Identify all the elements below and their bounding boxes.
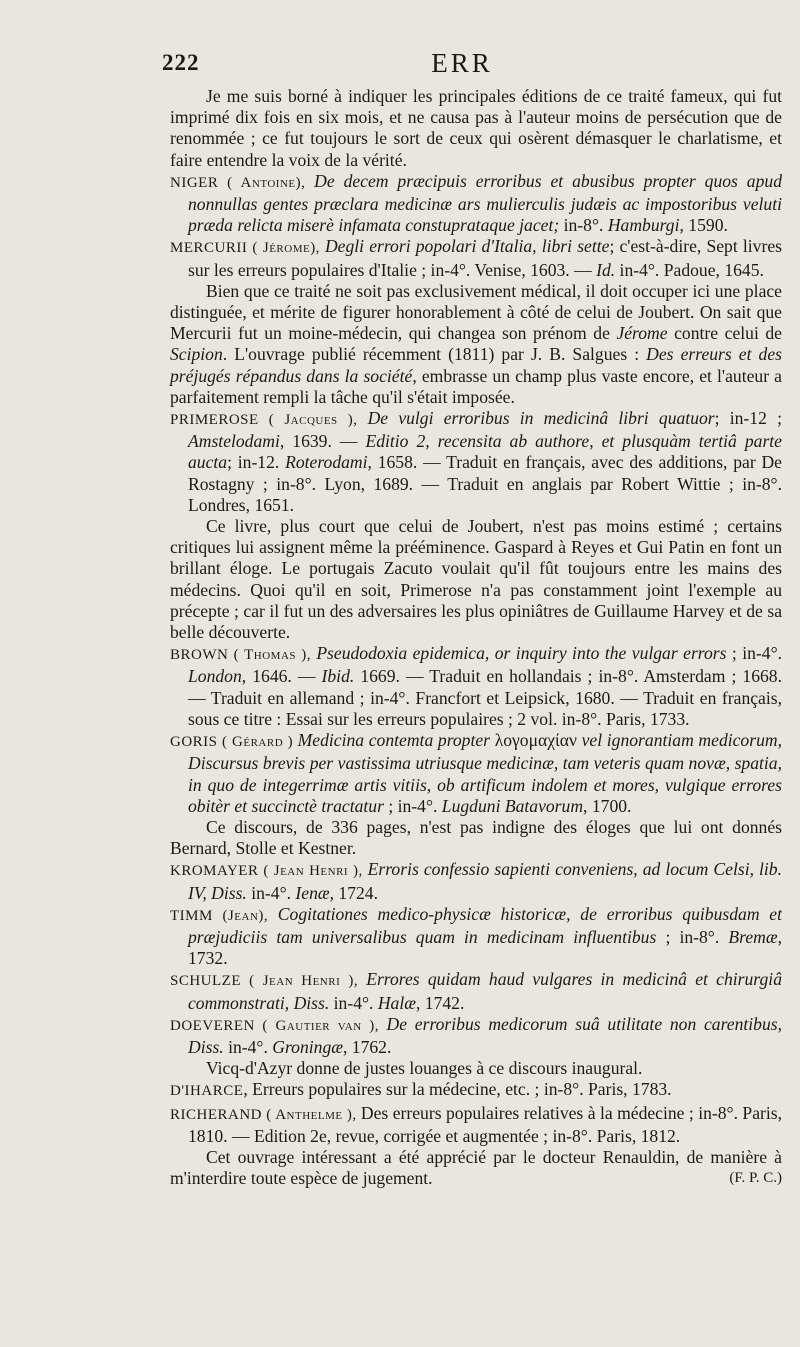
- author-name: RICHERAND ( Anthelme ),: [170, 1106, 361, 1123]
- italic-title: Groningæ: [272, 1036, 343, 1057]
- italic-title: Hamburgi: [607, 215, 680, 236]
- text-run: ; in-12 ;: [714, 408, 782, 429]
- page-header: [162, 50, 762, 84]
- text-run: , 1590.: [679, 215, 728, 236]
- text-run: in-4°.: [246, 882, 296, 903]
- text-run: in-8°.: [563, 215, 608, 236]
- italic-title: Pseudodoxia epidemica, or inquiry into the vulgar errors: [316, 643, 727, 664]
- text-run: Ce discours, de 336 pages, n'est pas indigne des éloges que lui ont donnés Bernard, Stolle et Kestner.: [170, 816, 782, 859]
- text-run: λογομαχίαν: [494, 730, 577, 751]
- italic-title: Medicina contemta propter: [297, 730, 495, 751]
- text-run: , Erreurs populaires sur la médecine, etc. ; in-8°. Paris, 1783.: [243, 1079, 672, 1100]
- text-run: Bien que ce traité ne soit pas exclusivement médical, il doit occuper ici une place distinguée, et mérite de figurer honorablement à côté de celui de Joubert. On sait que Mercurii fut un moine-médecin, qui changea son prénom de: [170, 280, 782, 344]
- text-run: , 1658. — Traduit en français, avec des additions, par De Rostagny ; in-8°. Lyon, 1689. — Traduit en anglais par Robert Wittie ; in-8°. Londres, 1651.: [188, 452, 782, 515]
- author-name: NIGER ( Antoine),: [170, 174, 315, 191]
- italic-title: Errores quidam haud vulgares in medicinâ et chirurgiâ commonstrati, Diss.: [188, 969, 782, 1013]
- text-run: , 1639. —: [279, 431, 366, 452]
- author-name: DOEVEREN ( Gautier van ),: [170, 1017, 387, 1034]
- author-name: D'IHARCE: [170, 1083, 244, 1100]
- italic-title: De erroribus medicorum suâ utilitate non carentibus, Diss.: [188, 1013, 782, 1057]
- text-run: Vicq-d'Azyr donne de justes louanges à ce discours inaugural.: [206, 1058, 643, 1079]
- text-run: contre celui de: [667, 323, 782, 344]
- bibliography-entry: [170, 236, 782, 280]
- text-run: in-4°. Padoue, 1645.: [615, 259, 764, 280]
- bibliography-entry: [170, 904, 782, 970]
- text-run: in-4°.: [223, 1036, 273, 1057]
- text-run: , 1732.: [188, 926, 782, 969]
- italic-title: Scipion: [170, 344, 223, 365]
- text-run: , 1762.: [342, 1036, 392, 1057]
- commentary-paragraph: [170, 817, 782, 859]
- italic-title: Des erreurs et des préjugés répandus dans la société: [170, 344, 782, 386]
- author-name: KROMAYER ( Jean Henri ),: [170, 863, 368, 880]
- text-run: , 1700.: [583, 795, 632, 816]
- italic-title: De decem præcipuis erroribus et abusibus propter quos apud nonnullas gentes præclara medicinæ ars mulierculis judæis ac impostoribus veluti præda relicta miserè infamata constuprataque jacet;: [188, 170, 782, 236]
- text-run: Des erreurs populaires relatives à la médecine ; in-8°. Paris, 1810. — Edition 2e, revue, corrigée et augmentée ; in-8°. Paris, 1812.: [188, 1102, 783, 1146]
- italic-title: London: [188, 666, 242, 687]
- author-name: TIMM (Jean),: [170, 907, 278, 924]
- page-body: [170, 86, 782, 1190]
- bibliography-entry: [170, 171, 782, 237]
- italic-title: vel ignorantiam medicorum, Discursus brevis per vastissima utriusque medicinæ, tam veteris quam novæ, spatia, in quo de integerrimæ artis vitiis, ob artificum indolem et mores, vulgique errores obitèr et succinctè tractatur: [188, 730, 782, 816]
- italic-title: Erroris confessio sapienti conveniens, ad locum Celsi, lib. IV, Diss.: [188, 859, 782, 903]
- commentary-paragraph: [170, 516, 782, 643]
- italic-title: Ibid.: [321, 666, 355, 687]
- text-run: ; in-4°.: [726, 643, 782, 664]
- author-name: GORIS ( Gérard ): [170, 734, 298, 751]
- italic-title: Lugduni Batavorum: [441, 795, 584, 816]
- italic-title: Ienæ: [295, 882, 330, 903]
- text-run: in-4°.: [329, 992, 378, 1013]
- bibliography-entry: [170, 643, 782, 730]
- bibliography-entry: [170, 1014, 782, 1058]
- italic-title: Halæ: [377, 992, 416, 1013]
- italic-title: Degli errori popolari d'Italia, libri sette: [324, 236, 610, 257]
- running-head: ERR: [431, 48, 493, 78]
- text-run: Je me suis borné à indiquer les principales éditions de ce traité fameux, qui fut imprimé dix fois en six mois, et ne causa pas à l'auteur moins de persécution que de renommée ; ce fut toujours le sort de ceux qui osèrent démasquer le charlatisme, et faire entendre la voix de la vérité.: [170, 86, 782, 170]
- bibliography-entry: [170, 730, 782, 817]
- bibliography-entry: [170, 859, 782, 903]
- italic-title: Jérome: [616, 323, 668, 344]
- text-run: 1669. — Traduit en hollandais ; in-8°. Amsterdam ; 1668. — Traduit en allemand ; in-4°. Francfort et Leipsick, 1680. — Traduit en français, sous ce titre : Essai sur les erreurs populaires ; 2 vol. in-8°. Paris, 1733.: [188, 666, 783, 729]
- text-run: Cet ouvrage intéressant a été apprécié par le docteur Renauldin, de manière à m'interdire toute espèce de jugement.: [170, 1146, 782, 1189]
- bibliography-entry: [170, 1079, 782, 1102]
- text-run: ; in-12.: [227, 452, 286, 473]
- commentary-paragraph: [170, 86, 782, 171]
- text-run: , 1646. —: [241, 666, 322, 687]
- text-run: , 1724.: [329, 882, 378, 903]
- text-run: , 1742.: [415, 992, 465, 1013]
- text-run: Ce livre, plus court que celui de Joubert, n'est pas moins estimé ; certains critiques lui assignent même la prééminence. Gaspard à Reyes et Gui Patin en font un brillant éloge. Le portugais Zacuto voulait qu'il fût toujours entre les mains des médecins. Quoi qu'il en soit, Primerose n'a pas constamment joint l'exemple au précepte ; car il fut un des adversaires les plus opiniâtres de Guillaume Harvey et de sa belle découverte.: [170, 516, 782, 643]
- text-run: . L'ouvrage publié récemment (1811) par J. B. Salgues :: [222, 344, 647, 365]
- author-name: MERCURII ( Jérome),: [170, 240, 325, 257]
- text-run: , embrasse un champ plus vaste encore, et l'auteur a parfaitement rempli la tâche qu'il s'était imposée.: [170, 365, 782, 407]
- bibliography-entry: [170, 408, 782, 516]
- commentary-paragraph: [170, 1058, 782, 1079]
- text-run: ; c'est-à-dire, Sept livres sur les erreurs populaires d'Italie ; in-4°. Venise, 1603. —: [188, 236, 782, 280]
- text-run: ; in-8°.: [656, 926, 729, 947]
- bibliography-entry: [170, 1103, 782, 1147]
- author-name: PRIMEROSE ( Jacques ),: [170, 412, 368, 429]
- italic-title: Id.: [596, 259, 616, 280]
- author-name: SCHULZE ( Jean Henri ),: [170, 973, 367, 990]
- italic-title: Amstelodami: [188, 431, 280, 452]
- page-number: 222: [162, 50, 200, 75]
- italic-title: Roterodami: [285, 452, 368, 473]
- italic-title: Bremæ: [728, 926, 778, 947]
- italic-title: Cogitationes medico-physicæ historicæ, de erroribus quibusdam et præjudiciis tam universalibus quam in medicinam influentibus: [188, 903, 782, 947]
- author-signature: (F. P. C.): [729, 1170, 782, 1187]
- italic-title: De vulgi erroribus in medicinâ libri quatuor: [367, 408, 715, 429]
- commentary-paragraph: [170, 281, 782, 408]
- text-run: ; in-4°.: [383, 795, 442, 816]
- bibliography-entry: [170, 969, 782, 1013]
- author-name: BROWN ( Thomas ),: [170, 647, 317, 664]
- italic-title: Editio 2, recensita ab authore, et plusquàm tertiâ parte aucta: [188, 431, 782, 473]
